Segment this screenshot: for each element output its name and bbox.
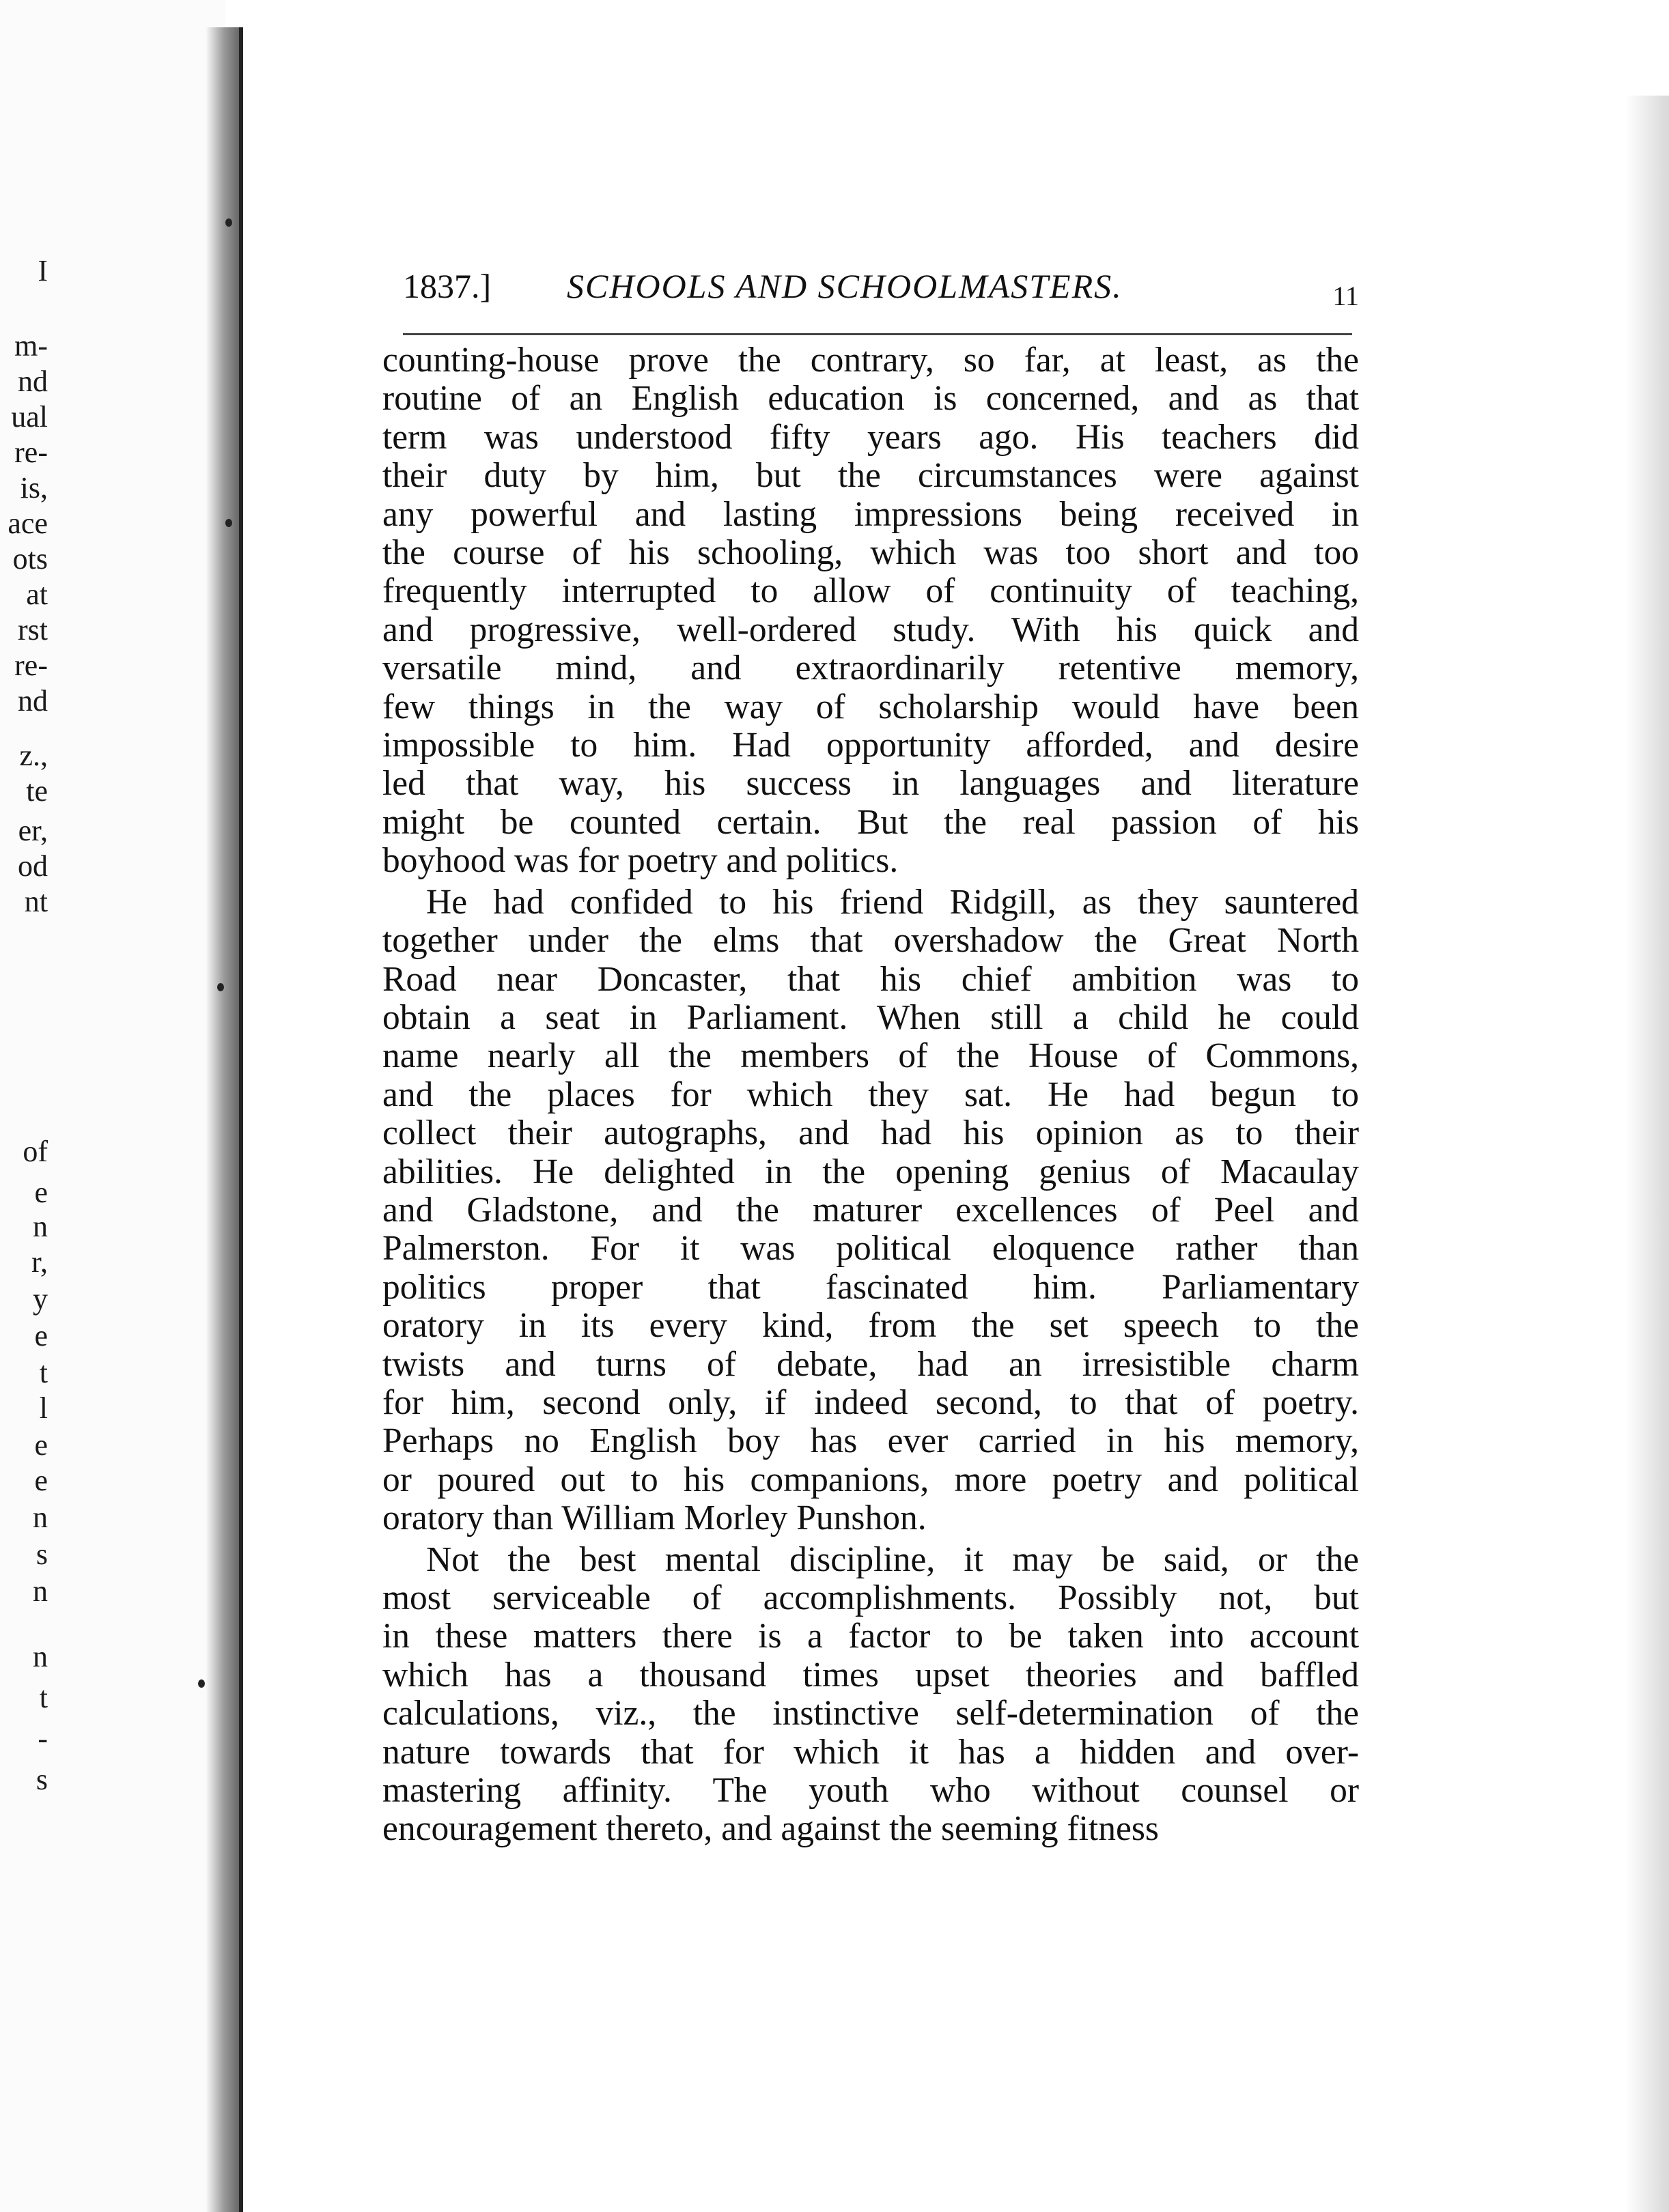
text-line: frequently interrupted to allow of continuity of teaching, <box>382 571 1359 611</box>
text-line: Palmerston. For it was political eloquence rather than <box>382 1229 1359 1268</box>
text-line: encouragement thereto, and against the seeming fitness <box>382 1809 1159 1849</box>
body-text <box>382 341 1359 1852</box>
paragraph <box>382 883 1359 1538</box>
text-line: name nearly all the members of the House of Commons, <box>382 1036 1359 1076</box>
left-page-fragment: nt <box>24 885 48 918</box>
left-page-fragment: n <box>33 1574 48 1608</box>
page-number: 11 <box>1332 281 1359 311</box>
left-page-fragment: r, <box>31 1245 48 1279</box>
text-line: oratory in its every kind, from the set speech to the <box>382 1306 1359 1346</box>
text-line: collect their autographs, and had his opinion as to their <box>382 1114 1359 1153</box>
left-page-fragment: od <box>18 849 48 883</box>
text-line: oratory than William Morley Punshon. <box>382 1499 927 1538</box>
left-page-fragment: y <box>33 1282 48 1316</box>
left-page-fragment: n <box>33 1501 48 1534</box>
binding-mark <box>225 519 232 527</box>
text-line: and the places for which they sat. He had begun to <box>382 1075 1359 1114</box>
left-page-fragment: of <box>23 1135 48 1168</box>
left-page-fragment: z., <box>19 739 48 772</box>
header-year: 1837.] <box>403 267 492 305</box>
header-title: SCHOOLS AND SCHOOLMASTERS. <box>567 267 1123 305</box>
text-line: boyhood was for poetry and politics. <box>382 841 899 881</box>
text-line: nature towards that for which it has a hidden and over- <box>382 1732 1359 1772</box>
text-line: most serviceable of accomplishments. Possibly not, but <box>382 1578 1359 1617</box>
left-page-fragment: - <box>38 1722 48 1755</box>
binding-mark <box>217 983 224 991</box>
text-line: and progressive, well-ordered study. With his quick and <box>382 610 1359 649</box>
text-line: impossible to him. Had opportunity afforded, and desire <box>382 726 1359 765</box>
text-line: He had confided to his friend Ridgill, as they sauntered <box>426 882 1359 922</box>
left-page-fragment: re- <box>14 649 48 682</box>
left-page-fragment: n <box>33 1640 48 1673</box>
left-page-fragment: rst <box>18 613 48 647</box>
left-page-fragment: nd <box>18 365 48 398</box>
text-line: any powerful and lasting impressions being received in <box>382 494 1359 534</box>
text-line: obtain a seat in Parliament. When still a child he could <box>382 997 1359 1037</box>
left-page-fragment: e <box>34 1464 48 1497</box>
left-page-fragment: at <box>26 578 48 611</box>
text-line: Perhaps no English boy has ever carried in his memory, <box>382 1421 1359 1461</box>
left-page-fragment: er, <box>18 814 48 847</box>
text-line: abilities. He delighted in the opening genius of Macaulay <box>382 1152 1359 1191</box>
running-header <box>403 266 1359 321</box>
text-line: their duty by him, but the circumstances were against <box>382 456 1359 496</box>
left-page-fragment: te <box>26 774 48 808</box>
text-line: mastering affinity. The youth who without counsel or <box>382 1771 1359 1811</box>
binding-mark <box>198 1679 205 1688</box>
text-line: counting-house prove the contrary, so far, at least, as the <box>382 341 1359 380</box>
text-line: which has a thousand times upset theories and baffled <box>382 1655 1359 1695</box>
text-line: Not the best mental discipline, it may be said, or the <box>426 1540 1359 1579</box>
text-line: might be counted certain. But the real passion of his <box>382 802 1359 842</box>
text-line: and Gladstone, and the maturer excellences of Peel and <box>382 1190 1359 1230</box>
text-line: routine of an English education is concerned, and as that <box>382 379 1359 419</box>
left-page-fragment: re- <box>14 436 48 469</box>
left-page-fragment: ots <box>12 542 48 576</box>
left-page-fragment: ace <box>8 507 48 540</box>
left-page-fragment: I <box>38 254 48 287</box>
text-line: politics proper that fascinated him. Parliamentary <box>382 1267 1359 1307</box>
text-line: Road near Doncaster, that his chief ambition was to <box>382 959 1359 999</box>
left-page-fragment: n <box>33 1210 48 1243</box>
paragraph <box>382 1541 1359 1849</box>
text-line: versatile mind, and extraordinarily retentive memory, <box>382 649 1359 688</box>
text-line: for him, second only, if indeed second, to that of poetry. <box>382 1382 1359 1422</box>
binding-mark <box>225 218 232 227</box>
left-page-fragment: ual <box>11 400 48 434</box>
left-page-fragment: t <box>39 1356 48 1389</box>
left-page-fragment: l <box>39 1391 48 1425</box>
text-line: twists and turns of debate, had an irresistible charm <box>382 1344 1359 1384</box>
left-page-fragment: m- <box>14 329 48 363</box>
text-line: the course of his schooling, which was too short and too <box>382 533 1359 573</box>
paragraph <box>382 341 1359 881</box>
left-page-fragment: nd <box>18 684 48 718</box>
text-line: or poured out to his companions, more poetry and political <box>382 1460 1359 1499</box>
left-page-fragment: e <box>34 1176 48 1209</box>
text-line: together under the elms that overshadow the Great North <box>382 921 1359 961</box>
header-rule <box>403 333 1352 335</box>
left-page-fragment: e <box>34 1428 48 1462</box>
text-line: few things in the way of scholarship would have been <box>382 687 1359 726</box>
left-page-fragment: is, <box>20 471 48 505</box>
page-edge <box>1625 96 1669 2212</box>
left-page-fragment: e <box>34 1319 48 1352</box>
left-page-fragment: t <box>39 1681 48 1714</box>
text-line: calculations, viz., the instinctive self-determination of the <box>382 1694 1359 1733</box>
left-page-fragment: s <box>36 1537 48 1571</box>
left-page-fragment: s <box>36 1763 48 1796</box>
text-line: in these matters there is a factor to be taken into account <box>382 1617 1359 1656</box>
text-line: led that way, his success in languages and literature <box>382 764 1359 804</box>
text-line: term was understood fifty years ago. His teachers did <box>382 417 1359 457</box>
